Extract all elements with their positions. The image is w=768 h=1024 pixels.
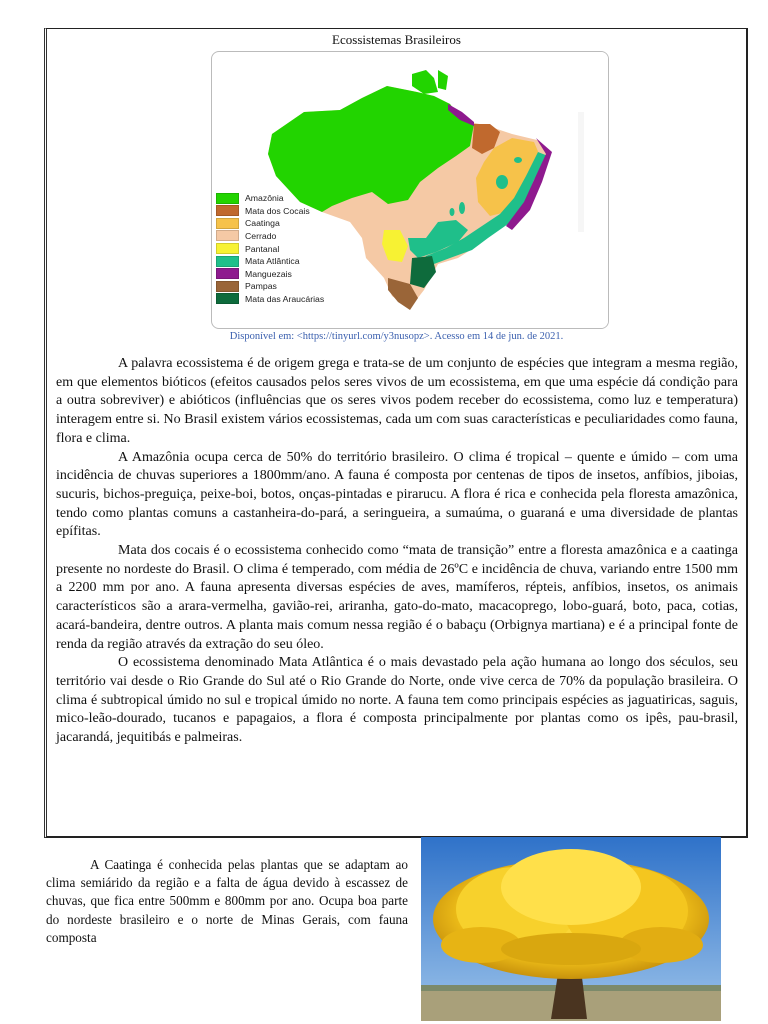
paragraph-mata-atlantica: O ecossistema denominado Mata Atlântica é o mais devastado pela ação humana ao longo dos séculos, seu território vai desde o Rio Grande do Sul até o Rio Grande do Norte, onde vive cerca de 70% da população brasileira. O clima é subtropical úmido no sul e tropical úmido no norte. A fauna tem como principais espécies as jaguatiricas, saguis, mico-leão-dourado, tucanos e papagaios, a flora é composta principalmente por plantas como os ipês, pau-brasil, jacarandá, jequitibás e palmeiras. [56,655,738,746]
figure-caption: Disponível em: <https://tinyurl.com/y3nusopz>. Acesso em 14 de jun. de 2021. [229,331,564,342]
legend-item [216,205,324,217]
map-legend [216,192,324,305]
legend-item [216,230,324,242]
legend-item [216,255,324,267]
legend-label: Cerrado [245,230,277,241]
legend-label: Mata das Araucárias [245,293,325,304]
legend-label: Pantanal [245,243,280,254]
legend-swatch-mata-das-araucarias [216,293,239,304]
legend-swatch-mata-atlantica [216,256,239,267]
paragraph-amazonia: A Amazônia ocupa cerca de 50% do território brasileiro. O clima é tropical – quente e úmido – com uma incidência de chuvas superiores a 1800mm/ano. A fauna é composta por centenas de tipos de insetos, anfíbios, jiboias, sucuris, bichos-preguiça, peixe-boi, botos, onças-pintadas e pirarucu. A flora é rica e conhecida pela floresta amazônica, tendo como plantas comuns a castanheira-do-pará, a seringueira, a sumaúma, o guaraná e uma diversidade de plantas epífitas. [56,449,738,540]
paragraph-caatinga: A Caatinga é conhecida pelas plantas que se adaptam ao clima semiárido da região e a falta de água devido à escassez de chuvas, que fica entre 500mm e 800mm por ano. Ocupa boa parte do nordeste brasileiro e o norte de Minas Gerais, com fauna composta [46,857,408,945]
legend-label: Manguezais [245,268,292,279]
ecosystem-map [211,51,609,329]
legend-swatch-pantanal [216,243,239,254]
legend-item [216,293,324,305]
legend-item [216,192,324,204]
caatinga-text [46,856,408,947]
legend-item [216,242,324,254]
legend-swatch-cerrado [216,230,239,241]
ipe-tree-photo [421,837,721,1021]
paragraph-mata-dos-cocais: Mata dos cocais é o ecossistema conhecido como “mata de transição” entre a floresta amazônica e a caatinga presente no nordeste do Brasil. O clima é temperado, com média de 26ºC e incidência de chuva, variando entre 1500 mm a 2200 mm por ano. A fauna apresenta diversas espécies de aves, mamíferos, répteis, anfíbios, insetos, os animais característicos são a arara-vermelha, gavião-rei, ariranha, gato-do-mato, macacoprego, lobo-guará, boto, paca, cotias, acará-bandeira, dentre outros. A planta mais comum nessa região é o babaçu (Orbignya martiana) e é a principal fonte de renda da região através da extração do seu óleo. [56,543,738,652]
legend-item [216,217,324,229]
figure-title: Ecossistemas Brasileiros [332,32,461,47]
legend-swatch-amazonia [216,193,239,204]
legend-label: Mata dos Cocais [245,205,310,216]
legend-swatch-caatinga [216,218,239,229]
legend-item [216,280,324,292]
legend-swatch-manguezais [216,268,239,279]
legend-item [216,267,324,279]
legend-label: Pampas [245,281,277,292]
paragraph-intro: A palavra ecossistema é de origem grega e trata-se de um conjunto de espécies que integram a mesma região, em que elementos bióticos (efeitos causados pelos seres vivos de um ecossistema, em que uma espécie dá condição para a outra sobreviver) e abióticos (influências que os seres vivos podem receber do ecossistema, como luz e temperatura) interagem entre si. No Brasil existem vários ecossistemas, cada um com suas características e peculiaridades como fauna, flora e clima. [56,356,738,446]
legend-label: Mata Atlântica [245,256,300,267]
legend-swatch-mata-dos-cocais [216,205,239,216]
legend-swatch-pampas [216,281,239,292]
body-text [56,355,738,748]
legend-label: Caatinga [245,218,280,229]
content-frame [44,28,748,838]
legend-label: Amazônia [245,193,284,204]
